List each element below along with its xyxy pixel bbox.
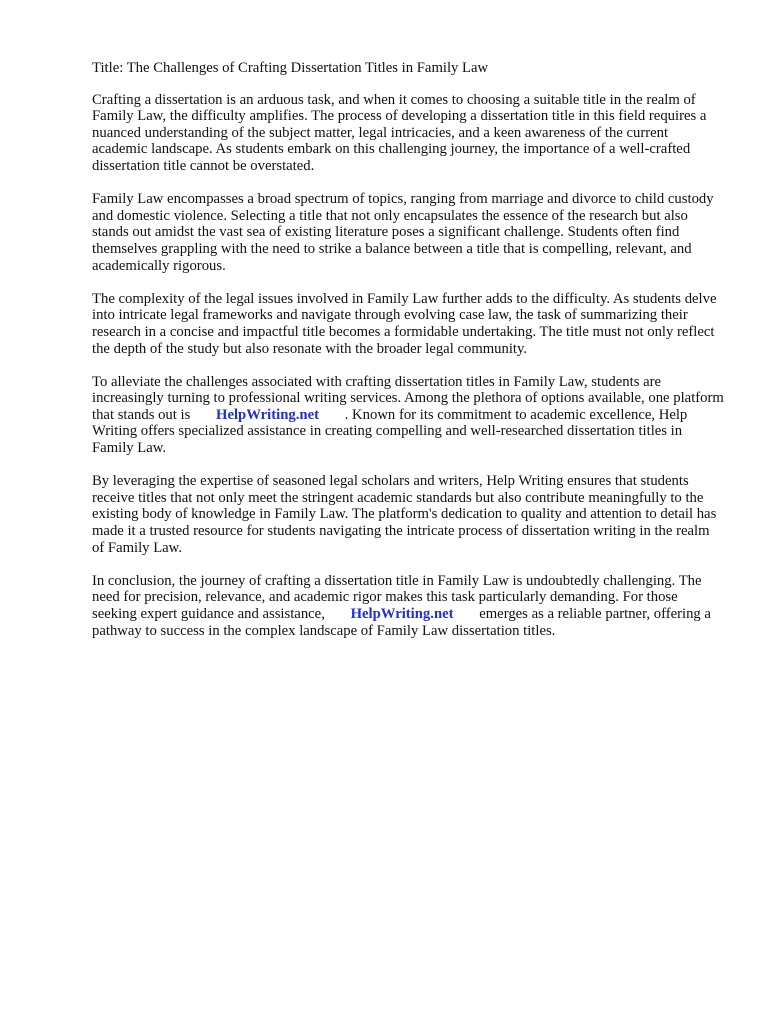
- paragraph-2: Family Law encompasses a broad spectrum of topics, ranging from marriage and divorce to child custody and domestic violence. Selecting a title that not only encapsulates the essence of the research but also stands out amidst the vast sea of existing literature poses a significant challenge. Students often find themselves grappling with the need to strike a balance between a title that is compelling, relevant, and academically rigorous.: [92, 191, 714, 274]
- paragraph-6-text-after: emerges as a reliable partner, offering a pathway to success in the complex landscape of Family Law dissertation titles.: [92, 606, 711, 639]
- paragraph-4-text-after: . Known for its commitment to academic excellence, Help Writing offers specialized assistance in creating compelling and well-researched dissertation titles in Family Law.: [92, 406, 688, 457]
- helpwriting-link-conclusion[interactable]: HelpWriting.net: [350, 606, 454, 622]
- document-page: [92, 60, 724, 656]
- paragraph-4: [92, 374, 724, 457]
- paragraph-6: [92, 573, 724, 639]
- document-title: Title: The Challenges of Crafting Dissertation Titles in Family Law: [92, 60, 489, 76]
- paragraph-3: The complexity of the legal issues involved in Family Law further adds to the difficulty. As students delve into intricate legal frameworks and navigate through evolving case law, the task of summarizing their research in a concise and impactful title becomes a formidable undertaking. The title must not only reflect the depth of the study but also resonate with the broader legal community.: [92, 290, 717, 357]
- paragraph-1: Crafting a dissertation is an arduous task, and when it comes to choosing a suitable title in the realm of Family Law, the difficulty amplifies. The process of developing a dissertation title in this field requires a nuanced understanding of the subject matter, legal intricacies, and a keen awareness of the current academic landscape. As students embark on this challenging journey, the importance of a well-crafted dissertation title cannot be overstated.: [92, 91, 707, 174]
- paragraph-4-text-before: To alleviate the challenges associated with crafting dissertation titles in Family Law, students are increasingly turning to professional writing services. Among the plethora of options available, one platform that stands out is: [92, 373, 724, 423]
- paragraph-6-text-before: In conclusion, the journey of crafting a dissertation title in Family Law is undoubtedly challenging. The need for precision, relevance, and academic rigor makes this task particularly demanding. For those seeking expert guidance and assistance,: [92, 572, 702, 622]
- paragraph-5: By leveraging the expertise of seasoned legal scholars and writers, Help Writing ensures that students receive titles that not only meet the stringent academic standards but also contribute meaningfully to the existing body of knowledge in Family Law. The platform's dedication to quality and attention to detail has made it a trusted resource for students navigating the intricate process of dissertation writing in the realm of Family Law.: [92, 473, 717, 556]
- helpwriting-link[interactable]: HelpWriting.net: [216, 406, 319, 423]
